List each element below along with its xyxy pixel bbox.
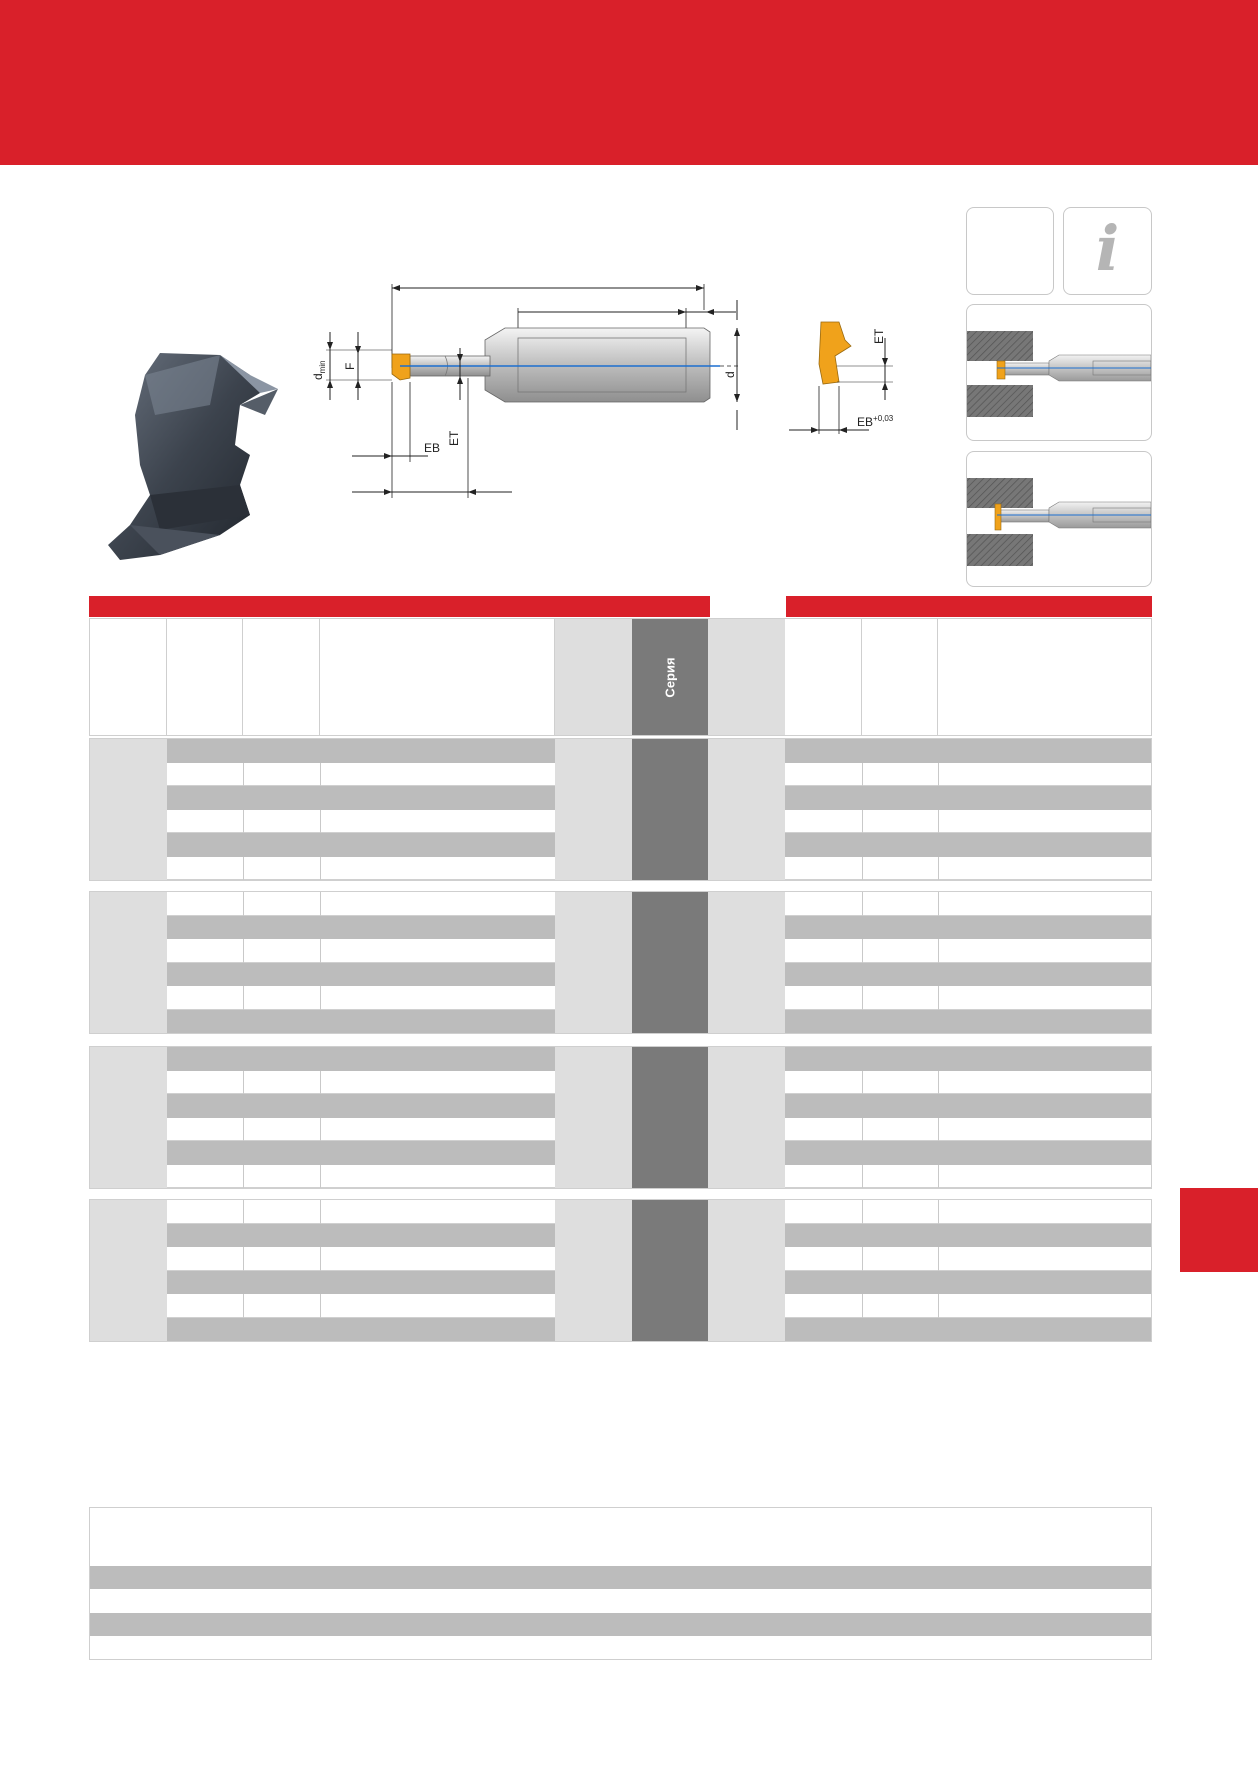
column-divider bbox=[862, 939, 863, 963]
column-divider bbox=[320, 986, 321, 1010]
group-grey-cell bbox=[555, 739, 632, 880]
column-divider bbox=[320, 1200, 321, 1224]
table-row bbox=[167, 810, 555, 834]
info-icon-box bbox=[1063, 207, 1152, 295]
column-divider bbox=[243, 986, 244, 1010]
column-divider bbox=[320, 1294, 321, 1318]
group-label-cell bbox=[90, 1047, 167, 1188]
column-divider bbox=[243, 1200, 244, 1224]
notes-row-grey bbox=[90, 1566, 1151, 1589]
group-series-cell bbox=[632, 892, 708, 1033]
table-row bbox=[167, 1010, 555, 1034]
column-divider bbox=[320, 763, 321, 787]
header-col-3 bbox=[243, 619, 320, 735]
table-row bbox=[167, 1247, 555, 1271]
column-divider bbox=[862, 1165, 863, 1189]
column-divider bbox=[862, 1294, 863, 1318]
notes-table bbox=[89, 1507, 1152, 1660]
insert-product-photo bbox=[100, 345, 290, 565]
group-label-cell bbox=[90, 892, 167, 1033]
insert-et-label: ET bbox=[872, 328, 886, 344]
column-divider bbox=[320, 939, 321, 963]
table-row bbox=[785, 833, 1151, 857]
table-row bbox=[785, 1094, 1151, 1118]
header-col-2 bbox=[167, 619, 243, 735]
insert-eb-label: $EB^{+0,03}$ bbox=[857, 414, 894, 429]
column-divider bbox=[938, 1294, 939, 1318]
blank-icon-box bbox=[966, 207, 1054, 295]
table-row bbox=[167, 833, 555, 857]
header-col-7 bbox=[708, 619, 785, 735]
column-divider bbox=[862, 810, 863, 834]
column-divider bbox=[320, 857, 321, 881]
table-row bbox=[785, 1165, 1151, 1189]
table-row bbox=[785, 857, 1151, 881]
column-divider bbox=[938, 939, 939, 963]
column-divider bbox=[862, 892, 863, 916]
table-group bbox=[89, 1046, 1152, 1189]
column-divider bbox=[243, 892, 244, 916]
table-row bbox=[785, 1294, 1151, 1318]
table-row bbox=[167, 1141, 555, 1165]
table-row bbox=[167, 1294, 555, 1318]
group-label-cell bbox=[90, 739, 167, 880]
table-group bbox=[89, 1199, 1152, 1342]
header-col-10 bbox=[938, 619, 1151, 735]
table-row bbox=[785, 963, 1151, 987]
dim-f-label: F bbox=[343, 362, 357, 370]
header-col-1 bbox=[90, 619, 167, 735]
group-grey-cell bbox=[708, 739, 785, 880]
table-row bbox=[785, 1071, 1151, 1095]
table-row bbox=[167, 939, 555, 963]
table-row bbox=[167, 1094, 555, 1118]
table-row bbox=[167, 892, 555, 916]
column-divider bbox=[938, 1165, 939, 1189]
right-section-bar bbox=[786, 596, 1152, 617]
face-grooving-icon bbox=[966, 451, 1152, 587]
column-divider bbox=[320, 1118, 321, 1142]
table-row bbox=[167, 986, 555, 1010]
table-row bbox=[167, 1271, 555, 1295]
header-col-8 bbox=[785, 619, 862, 735]
table-row bbox=[167, 1224, 555, 1248]
group-grey-cell bbox=[708, 1200, 785, 1341]
column-divider bbox=[862, 1071, 863, 1095]
column-divider bbox=[320, 1165, 321, 1189]
table-row bbox=[785, 1118, 1151, 1142]
table-row bbox=[785, 1047, 1151, 1071]
column-divider bbox=[938, 857, 939, 881]
group-grey-cell bbox=[555, 1200, 632, 1341]
dim-d-label: d bbox=[723, 371, 737, 378]
chapter-tab bbox=[1180, 1188, 1258, 1272]
page-header-band bbox=[0, 0, 1258, 165]
table-row bbox=[785, 786, 1151, 810]
column-divider bbox=[243, 1294, 244, 1318]
dim-et-label: ET bbox=[447, 430, 461, 446]
column-divider bbox=[243, 810, 244, 834]
table-row bbox=[167, 916, 555, 940]
column-divider bbox=[243, 1247, 244, 1271]
column-divider bbox=[320, 1247, 321, 1271]
table-row bbox=[167, 739, 555, 763]
column-divider bbox=[862, 1118, 863, 1142]
table-row bbox=[167, 1047, 555, 1071]
table-row bbox=[785, 1141, 1151, 1165]
column-divider bbox=[862, 857, 863, 881]
table-row bbox=[167, 1200, 555, 1224]
table-row bbox=[785, 1200, 1151, 1224]
notes-row-grey bbox=[90, 1613, 1151, 1636]
table-row bbox=[167, 786, 555, 810]
table-row bbox=[785, 763, 1151, 787]
column-divider bbox=[938, 810, 939, 834]
header-col-9 bbox=[862, 619, 938, 735]
group-series-cell bbox=[632, 739, 708, 880]
group-grey-cell bbox=[555, 1047, 632, 1188]
column-divider bbox=[938, 763, 939, 787]
column-divider bbox=[243, 763, 244, 787]
table-row bbox=[785, 1224, 1151, 1248]
table-row bbox=[785, 939, 1151, 963]
table-row bbox=[167, 1118, 555, 1142]
column-divider bbox=[862, 763, 863, 787]
column-divider bbox=[243, 1118, 244, 1142]
table-header bbox=[89, 618, 1152, 736]
column-divider bbox=[320, 1071, 321, 1095]
series-header-label: Серия bbox=[662, 656, 678, 698]
column-divider bbox=[862, 986, 863, 1010]
internal-grooving-icon bbox=[966, 304, 1152, 441]
column-divider bbox=[938, 1200, 939, 1224]
table-row bbox=[167, 1318, 555, 1342]
column-divider bbox=[938, 892, 939, 916]
table-row bbox=[785, 1271, 1151, 1295]
header-col-5 bbox=[555, 619, 632, 735]
column-divider bbox=[243, 939, 244, 963]
column-divider bbox=[938, 986, 939, 1010]
column-divider bbox=[320, 892, 321, 916]
table-row bbox=[785, 892, 1151, 916]
column-divider bbox=[243, 1165, 244, 1189]
table-row bbox=[167, 763, 555, 787]
dim-dmin-label: $d_{min}$ bbox=[311, 360, 327, 380]
column-divider bbox=[938, 1071, 939, 1095]
column-divider bbox=[938, 1247, 939, 1271]
table-row bbox=[785, 916, 1151, 940]
group-grey-cell bbox=[708, 892, 785, 1033]
column-divider bbox=[243, 1071, 244, 1095]
table-row bbox=[167, 963, 555, 987]
table-group bbox=[89, 891, 1152, 1034]
table-row bbox=[167, 1165, 555, 1189]
header-series-col bbox=[632, 619, 708, 735]
group-grey-cell bbox=[708, 1047, 785, 1188]
info-icon: i bbox=[1095, 212, 1120, 285]
column-divider bbox=[320, 810, 321, 834]
column-divider bbox=[243, 857, 244, 881]
table-row bbox=[785, 739, 1151, 763]
table-row bbox=[167, 857, 555, 881]
table-row bbox=[167, 1071, 555, 1095]
dim-eb-label: EB bbox=[424, 441, 441, 455]
header-col-4 bbox=[320, 619, 555, 735]
column-divider bbox=[862, 1247, 863, 1271]
table-group bbox=[89, 738, 1152, 881]
table-row bbox=[785, 1247, 1151, 1271]
group-label-cell bbox=[90, 1200, 167, 1341]
table-row bbox=[785, 1318, 1151, 1342]
insert-detail-drawing bbox=[785, 310, 905, 440]
left-section-bar bbox=[89, 596, 710, 617]
table-row bbox=[785, 810, 1151, 834]
column-divider bbox=[862, 1200, 863, 1224]
table-row bbox=[785, 986, 1151, 1010]
column-divider bbox=[938, 1118, 939, 1142]
group-grey-cell bbox=[555, 892, 632, 1033]
boring-bar-drawing bbox=[300, 270, 760, 500]
table-row bbox=[785, 1010, 1151, 1034]
group-series-cell bbox=[632, 1047, 708, 1188]
group-series-cell bbox=[632, 1200, 708, 1341]
